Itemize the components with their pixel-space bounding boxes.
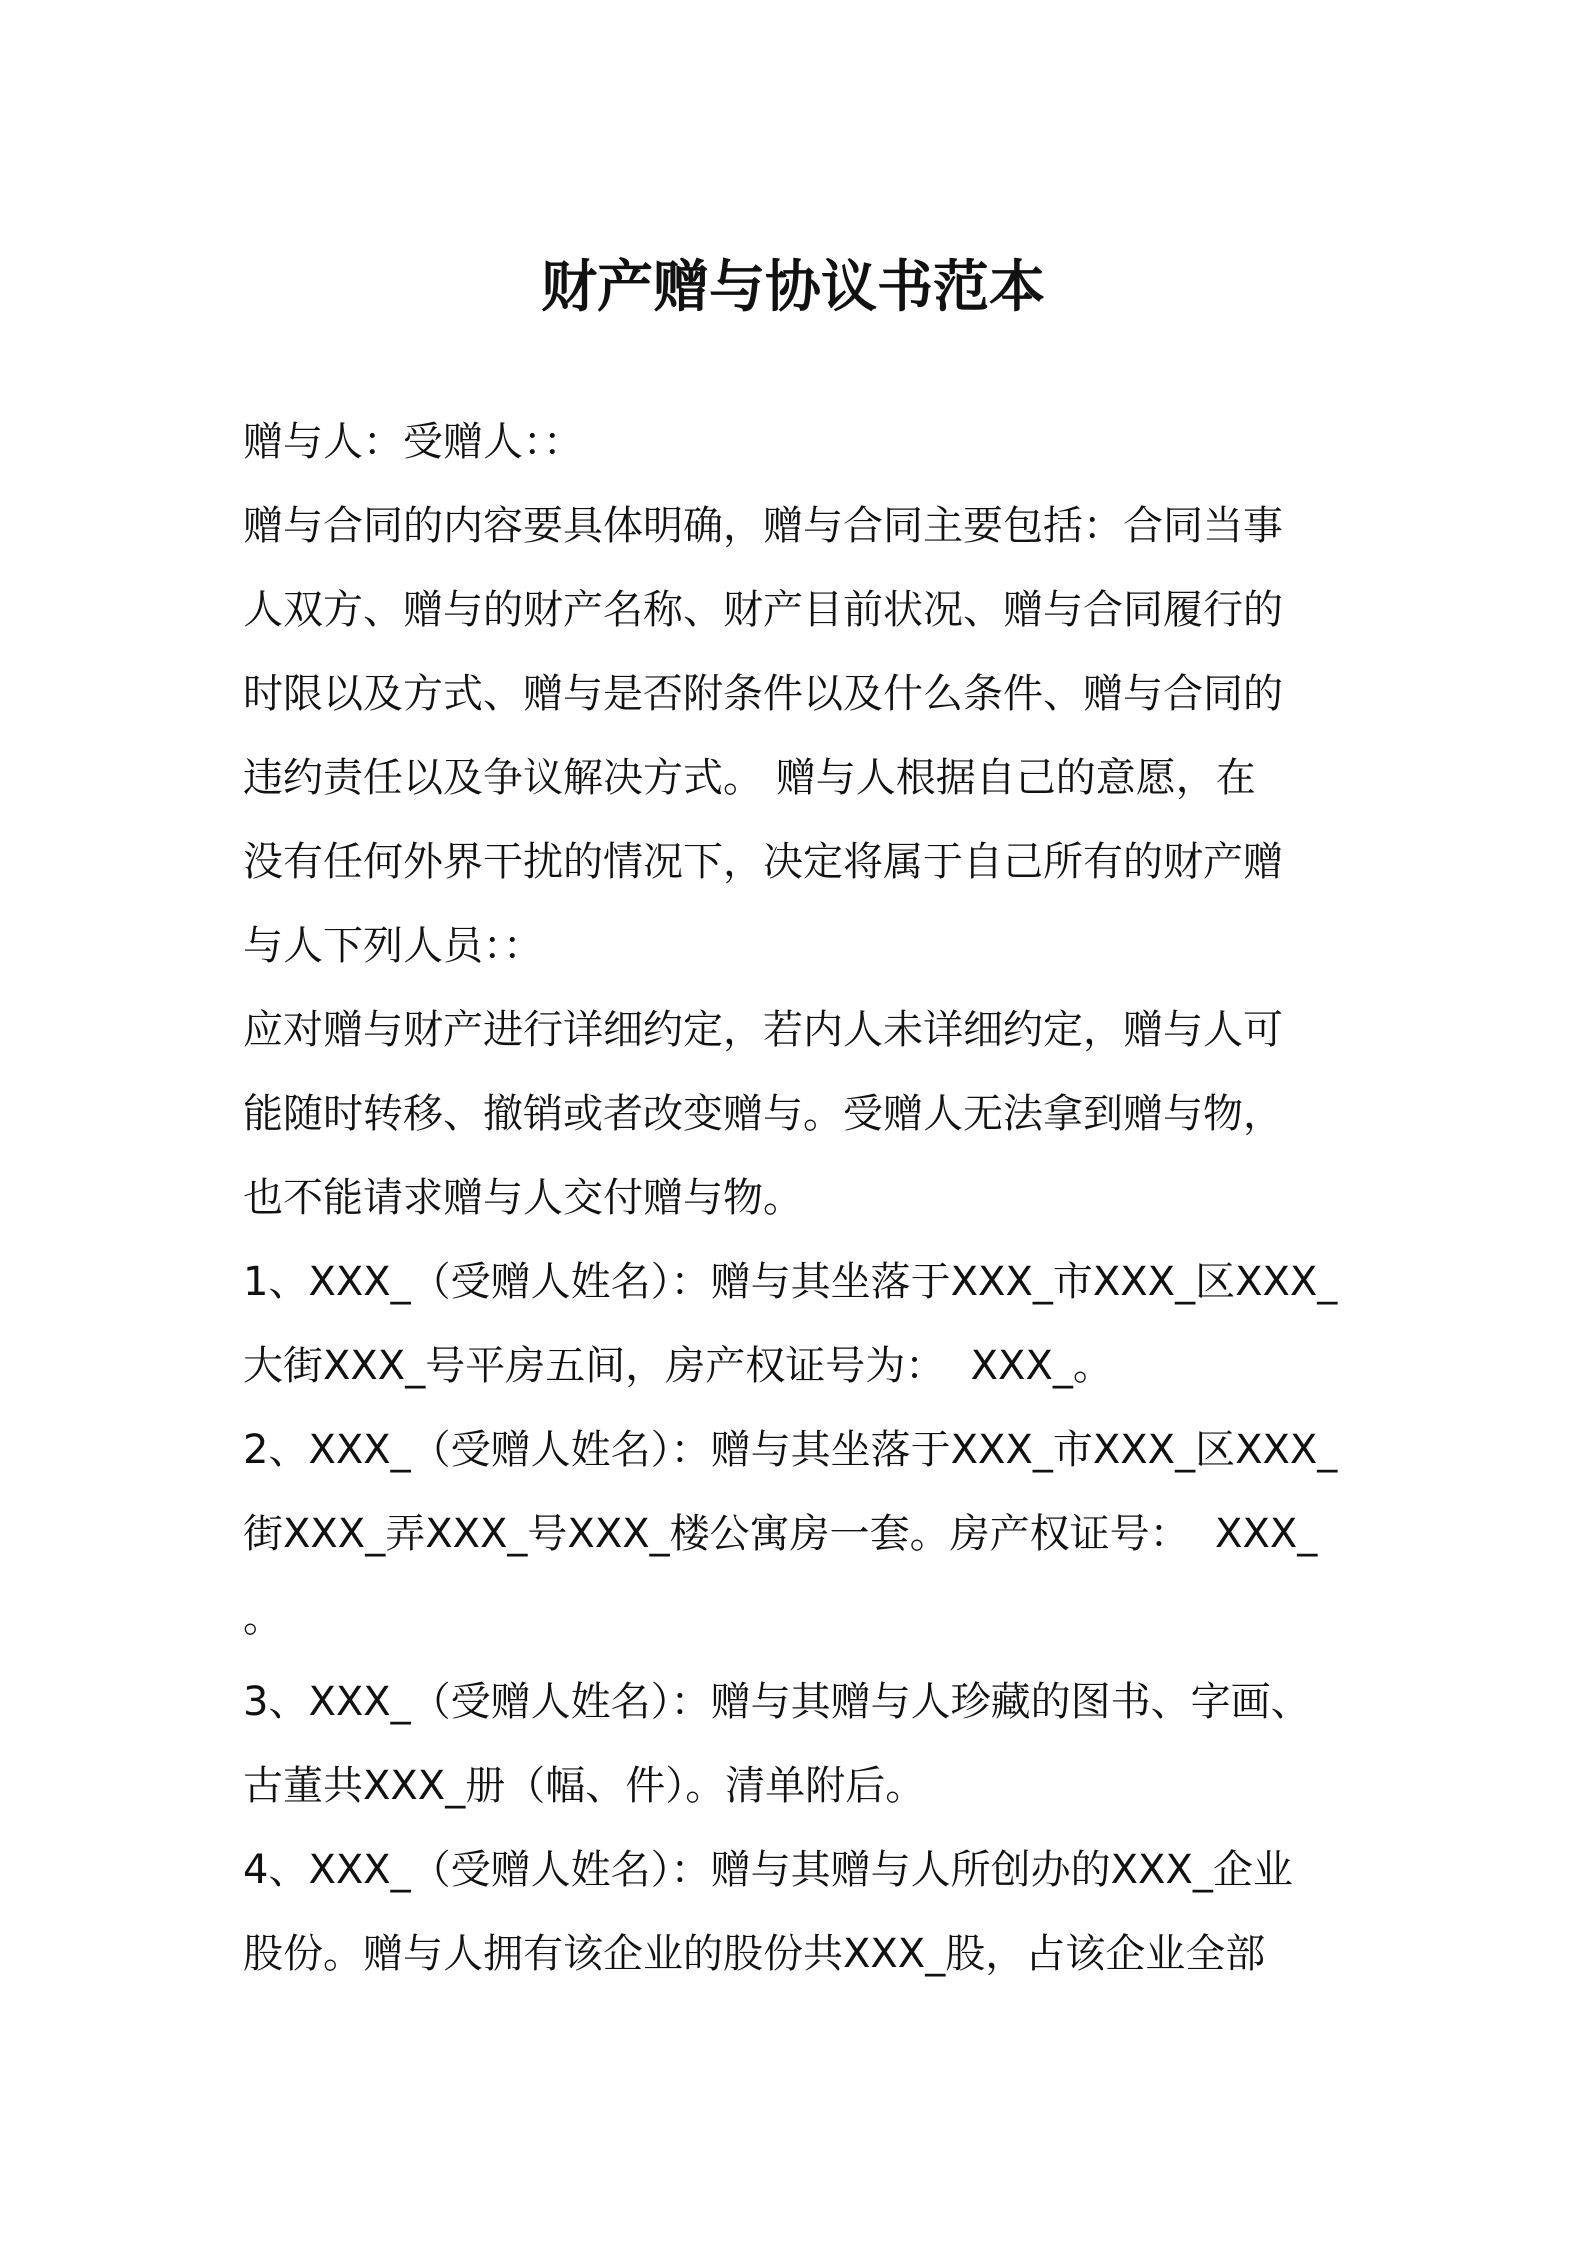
- clause-1-line: 1、XXX_（受赠人姓名）：赠与其坐落于XXX_市XXX_区XXX_: [243, 1259, 1338, 1305]
- text-line: 与人下列人员：：: [243, 923, 543, 969]
- text-line-parties: 赠与人：受赠人：：: [243, 419, 583, 465]
- clause-3-line: 古董共XXX_册（幅、件）。清单附后。: [243, 1763, 926, 1809]
- clause-4-line: 股份。赠与人拥有该企业的股份共XXX_股，占该企业全部: [243, 1931, 1266, 1977]
- clause-2-line: 街XXX_弄XXX_号XXX_楼公寓房一套。房产权证号： XXX_: [243, 1511, 1318, 1557]
- text-line: 没有任何外界干扰的情况下，决定将属于自己所有的财产赠: [243, 839, 1283, 885]
- text-line: 人双方、赠与的财产名称、财产目前状况、赠与合同履行的: [243, 587, 1283, 633]
- clause-4-line: 4、XXX_（受赠人姓名）：赠与其赠与人所创办的XXX_企业: [243, 1847, 1293, 1893]
- clause-2-line: 。: [243, 1595, 283, 1641]
- text-line: 赠与合同的内容要具体明确，赠与合同主要包括：合同当事: [243, 503, 1283, 549]
- text-line: 违约责任以及争议解决方式。 赠与人根据自己的意愿，在: [243, 755, 1256, 801]
- text-line: 能随时转移、撤销或者改变赠与。受赠人无法拿到赠与物，: [243, 1091, 1283, 1137]
- clause-3-line: 3、XXX_（受赠人姓名）：赠与其赠与人珍藏的图书、字画、: [243, 1679, 1311, 1725]
- text-line: 时限以及方式、赠与是否附条件以及什么条件、赠与合同的: [243, 671, 1283, 717]
- document-title: 财产赠与协议书范本: [541, 255, 1045, 320]
- clause-1-line: 大街XXX_号平房五间，房产权证号为： XXX_。: [243, 1343, 1113, 1389]
- text-line: 应对赠与财产进行详细约定，若内人未详细约定，赠与人可: [243, 1007, 1283, 1053]
- text-line: 也不能请求赠与人交付赠与物。: [243, 1175, 803, 1221]
- clause-2-line: 2、XXX_（受赠人姓名）：赠与其坐落于XXX_市XXX_区XXX_: [243, 1427, 1338, 1473]
